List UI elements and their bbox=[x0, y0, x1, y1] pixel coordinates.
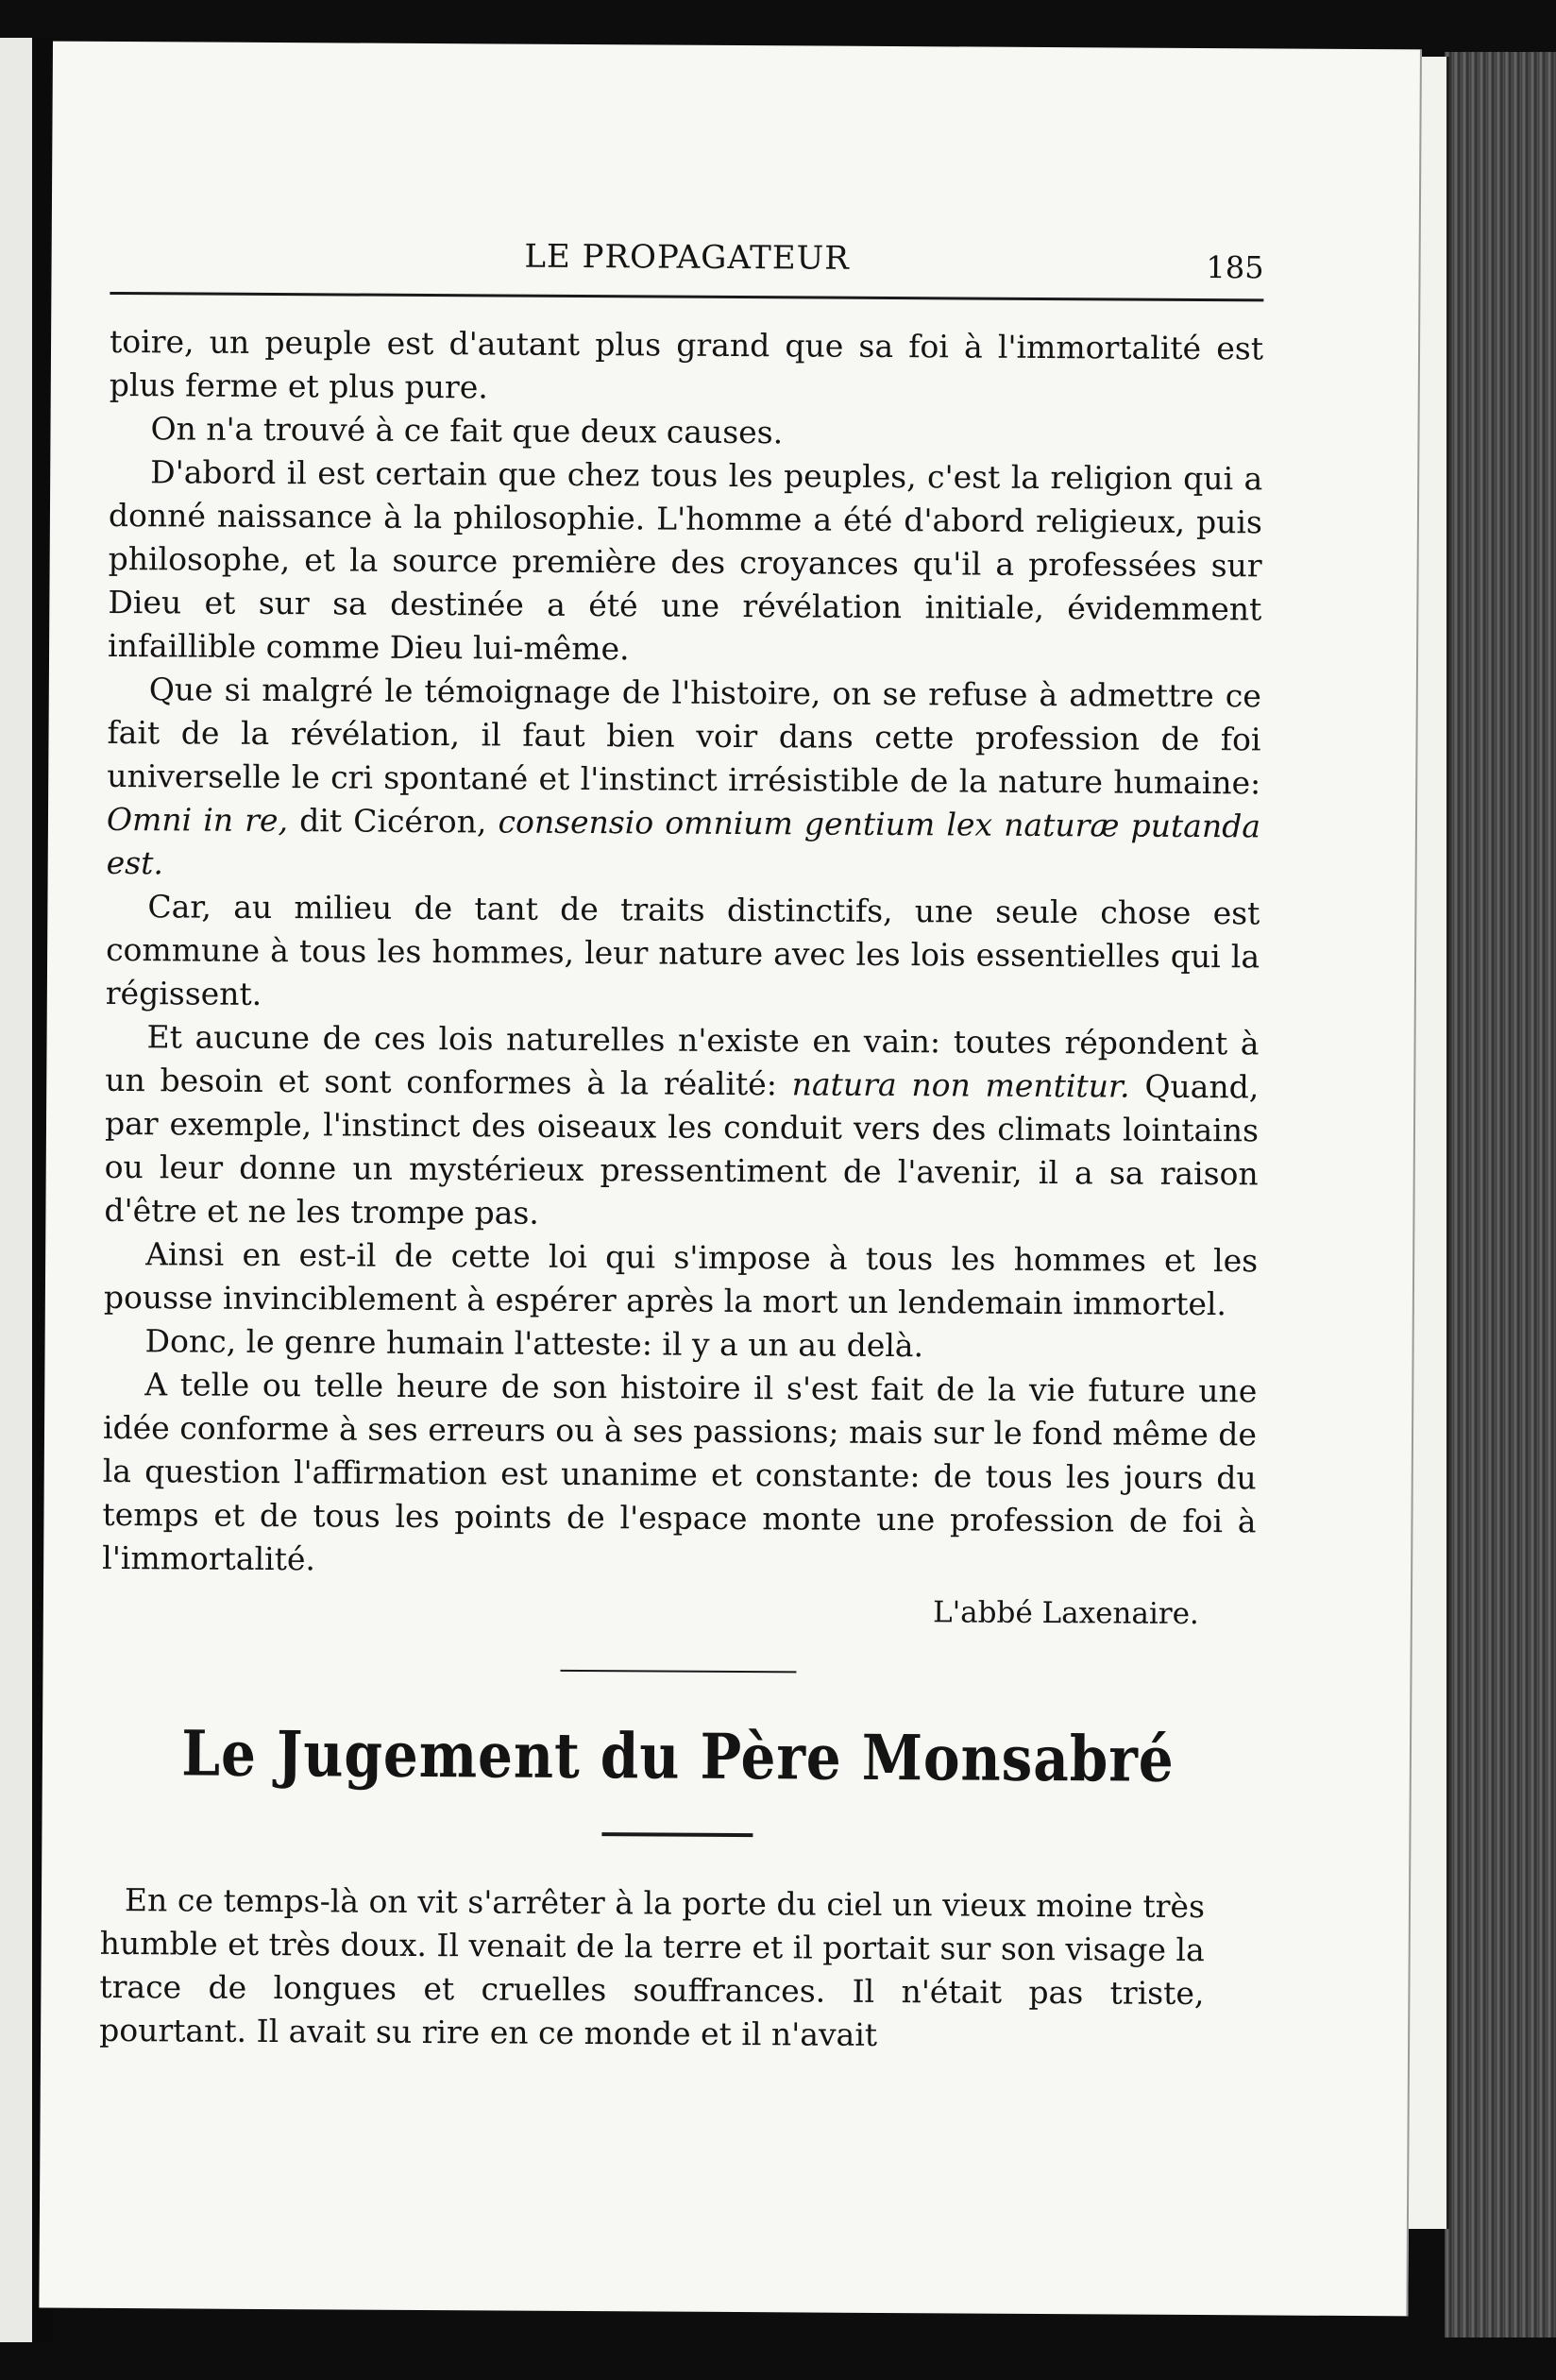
paragraph-text: Et aucune de ces lois naturelles n'existe en vain: toutes répondent à un besoin et sont conformes à la réalité: bbox=[105, 1018, 1260, 1103]
paragraph: toire, un peuple est d'autant plus grand que sa foi à l'immortalité est plus ferme et plus pure. bbox=[109, 322, 1264, 406]
paragraph bbox=[107, 668, 1261, 892]
paragraph: En ce temps-là on vit s'arrêter à la porte du ciel un vieux moine très humble et très doux. Il venait de la terre et il portait sur son visage la trace de longues et cruelles souffrances. Il n'était pas triste, pourtant. Il avait su rire en ce monde et il n'avait bbox=[99, 1881, 1206, 2053]
paragraph: Donc, le genre humain l'atteste: il y a un au delà. bbox=[144, 1322, 924, 1365]
article-continuation bbox=[102, 320, 1263, 1636]
article-title: Le Jugement du Père Monsabré bbox=[181, 1716, 1175, 1796]
section-separator bbox=[560, 1670, 796, 1674]
paragraph bbox=[104, 1015, 1259, 1239]
paragraph: Car, au milieu de tant de traits distinctifs, une seule chose est commune à tous les hommes, leur nature avec les lois essentielles qui la régissent. bbox=[105, 888, 1260, 1012]
header-rule bbox=[110, 292, 1263, 301]
running-title: LE PROPAGATEUR bbox=[524, 237, 850, 278]
page-content bbox=[99, 235, 1264, 2059]
paragraph: On n'a trouvé à ce fait que deux causes. bbox=[150, 410, 784, 451]
paragraph-text: Quand, par exemple, l'instinct des oiseaux les conduit vers des climats lointains ou leur donne un mystérieux pressentiment de l'avenir, il a sa raison d'être et ne les trompe pas. bbox=[104, 1067, 1260, 1232]
paragraph: D'abord il est certain que chez tous les peuples, c'est la religion qui a donné naissance à la philosophie. L'homme a été d'abord religieux, puis philosophe, et la source première des croyances qu'il a professées sur Dieu et sur sa destinée a été une révélation initiale, évidemment infaillible comme Dieu lui-même. bbox=[107, 453, 1263, 668]
title-rule bbox=[601, 1832, 753, 1837]
page-number: 185 bbox=[1206, 249, 1264, 286]
paragraph: Ainsi en est-il de cette loi qui s'impose à tous les hommes et les pousse invinciblement à espérer après la mort un lendemain immortel. bbox=[103, 1235, 1259, 1323]
paragraph-text: Que si malgré le témoignage de l'histoire, on se refuse à admettre ce fait de la révélation, il faut bien voir dans cette profession de foi universelle le cri spontané et l'instinct irrésistible de la nature humaine: bbox=[107, 671, 1261, 802]
author-signature: L'abbé Laxenaire. bbox=[932, 1595, 1199, 1632]
latin-quote: Omni in re, bbox=[106, 800, 289, 840]
paragraph-text: dit Cicéron, bbox=[287, 802, 499, 841]
latin-quote: consensio omnium gentium lex naturæ putanda est. bbox=[106, 803, 1261, 882]
latin-quote: natura non mentitur. bbox=[791, 1065, 1130, 1105]
running-header bbox=[110, 235, 1263, 300]
book-page bbox=[39, 42, 1422, 2317]
article-body bbox=[99, 1878, 1205, 2059]
book-fore-edge bbox=[1445, 52, 1556, 2338]
previous-page-edge bbox=[0, 38, 32, 2342]
paragraph: A telle ou telle heure de son histoire il s'est fait de la vie future une idée conforme à ses erreurs ou à ses passions; mais sur le fond même de la question l'affirmation est unanime et constante: de tous les jours du temps et de tous les points de l'espace monte une profession de foi à l'immortalité. bbox=[102, 1366, 1258, 1578]
